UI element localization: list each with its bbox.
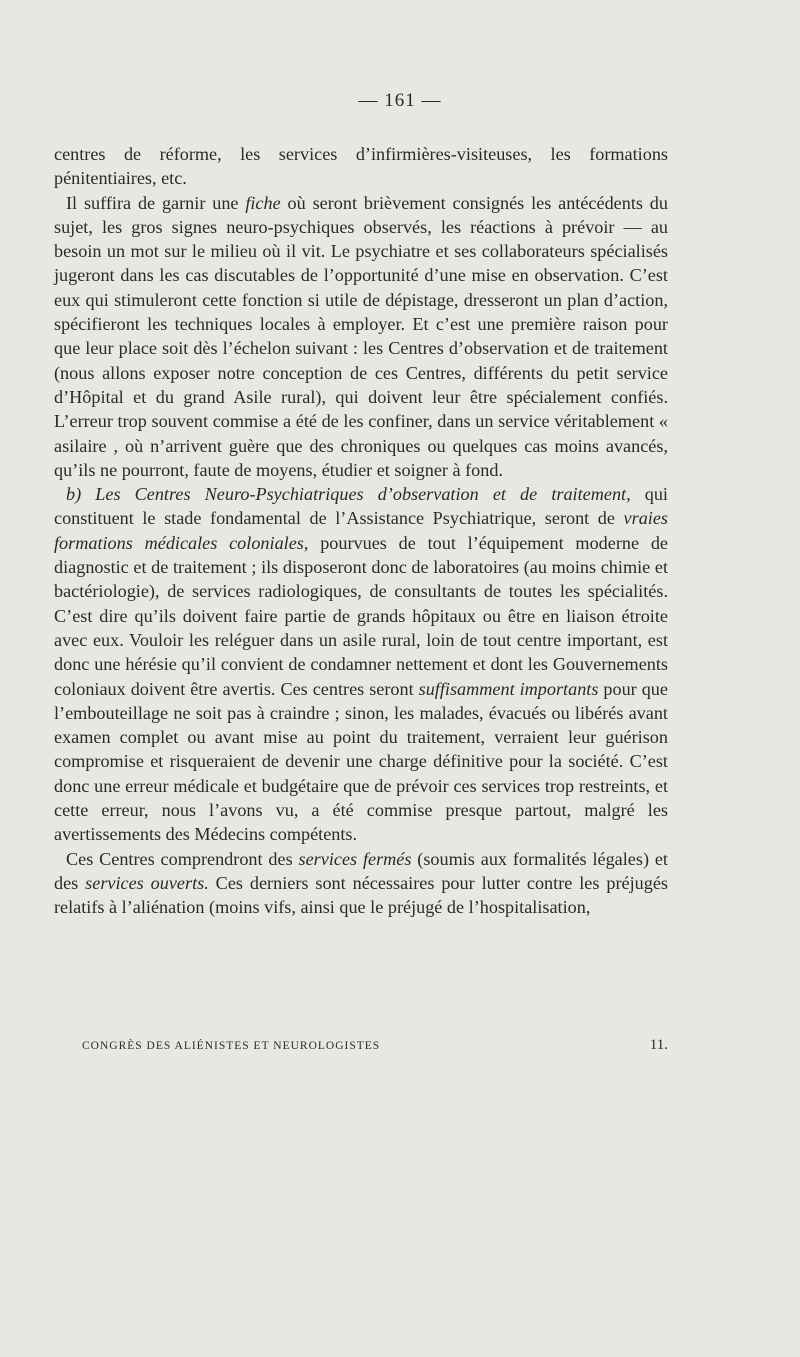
text-segment: pourvues de tout l’équipement moderne de diagnostic et de traitement ; ils disposeront donc de laboratoires (au moins chimie et bactériologie), de services radiologiques, de consultants de toutes les spécialités. C’est dire qu’ils doivent faire partie de grands hôpitaux ou être en liaison étroite avec eux. Vouloir les reléguer dans un asile rural, loin de tout centre important, est donc une hérésie qu’il convient de condamner nettement et dont les Gouvernements coloniaux doivent être avertis. Ces centres seront: [54, 532, 668, 699]
body-text: [54, 142, 668, 920]
paragraph: [54, 142, 668, 191]
page-number: — 161 —: [358, 90, 442, 111]
paragraph: [54, 191, 668, 483]
text-segment: Ces derniers sont nécessaires pour lutter contre les préjugés relatifs à l’aliénation (moins vifs, ainsi que le préjugé de l’hospitalisation,: [54, 872, 668, 918]
text-segment: centres de réforme, les services d’infirmières-visiteuses, les formations pénitentiaires, etc.: [54, 144, 668, 189]
italic-text: vraies formations médicales coloniales,: [54, 508, 668, 553]
paragraph: [54, 482, 668, 846]
text-segment: (soumis aux formalités légales) et des: [54, 848, 668, 893]
footer-signature-number: 11.: [649, 1037, 668, 1053]
italic-text: Les Centres Neuro-Psychiatriques d’observation et de traitement,: [95, 484, 631, 505]
italic-text: suffisamment importants: [418, 678, 599, 699]
italic-text: services ouverts.: [85, 872, 209, 893]
italic-text: services fermés: [298, 848, 412, 869]
text-segment: Ces Centres comprendront des: [66, 848, 299, 869]
paragraph: [54, 847, 668, 920]
text-segment: Il suffira de garnir une: [66, 192, 246, 213]
text-segment: pour que l’embouteillage ne soit pas à craindre ; sinon, les malades, évacués ou libérés avant examen complet ou avant mise au point du traitement, verraient leur guérison compromise et risqueraient de devenir une charge définitive pour la société. C’est donc une erreur médicale et budgétaire que de prévoir ces services trop restreints, et cette erreur, nous l’avons vu, a été commise presque partout, malgré les avertissements des Médecins compétents.: [54, 678, 668, 845]
text-segment: où seront brièvement consignés les antécédents du sujet, les gros signes neuro-psychiques observés, les réactions à prévoir — au besoin un mot sur le milieu où il vit. Le psychiatre et ses collaborateurs spécialisés jugeront dans les cas discutables de l’opportunité d’une mise en observation. C’est eux qui stimuleront cette fonction si utile de dépistage, dresseront un plan d’action, spécifieront les techniques locales à employer. Et c’est une première raison pour que leur place soit dès l’échelon suivant : les Centres d’observation et de traitement (nous allons exposer notre conception de ces Centres, différents du petit service d’Hôpital et du grand Asile rural), qui doivent leur être spécialement confiés. L’erreur trop souvent commise a été de les confiner, dans un service véritablement « asilaire , où n’arrivent guère que des chroniques ou quelques cas moins avancés, qu’ils ne pourront, faute de moyens, étudier et soigner à fond.: [54, 192, 668, 480]
italic-text: fiche: [245, 192, 281, 213]
text-segment: qui constituent le stade fondamental de l’Assistance Psychiatrique, seront de: [54, 484, 668, 529]
footer-publication-title: CONGRÈS DES ALIÉNISTES ET NEUROLOGISTES: [82, 1040, 381, 1052]
italic-text: b): [66, 484, 96, 505]
